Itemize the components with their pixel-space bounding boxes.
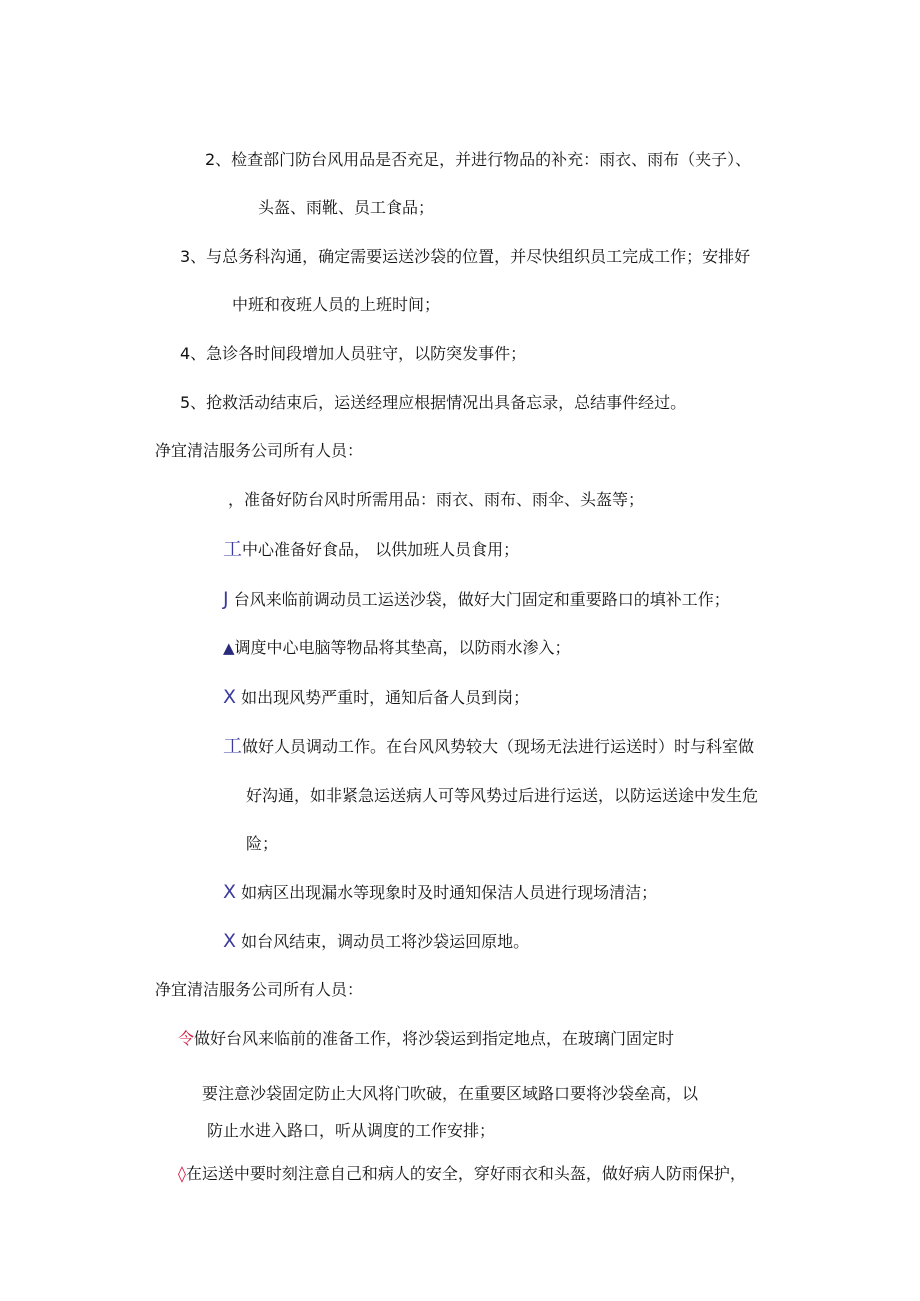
section2-heading: 净宜清洁服务公司所有人员：: [155, 441, 364, 460]
s2-item-7: [223, 881, 657, 904]
s3-item-1-line3: 防止水进入路口，听从调度的工作安排；: [207, 1121, 496, 1140]
item-5: 5、抢救活动结束后，运送经理应根据情况出具备忘录，总结事件经过。: [180, 393, 687, 412]
s2-item-3-marker: J: [223, 588, 229, 610]
s2-item-4: [223, 637, 571, 659]
s2-item-8-text: 如台风结束，调动员工将沙袋运回原地。: [241, 932, 530, 951]
item-3-line2: 中班和夜班人员的上班时间；: [232, 295, 441, 314]
s2-item-3: [223, 588, 730, 611]
s2-item-6-line3: 险；: [246, 834, 279, 853]
s2-item-4-text: 调度中心电脑等物品将其垫高，以防雨水渗入；: [234, 638, 571, 657]
s2-item-3-text: 台风来临前调动员工运送沙袋，做好大门固定和重要路口的填补工作；: [233, 590, 730, 609]
item-2-line1: 2、检查部门防台风用品是否充足，并进行物品的补充：雨衣、雨布（夹子）、: [205, 150, 752, 169]
s2-item-6-text: 做好人员调动工作。在台风风势较大（现场无法进行运送时）时与科室做: [242, 737, 755, 756]
s2-item-1-text: 准备好防台风时所需用品：雨衣、雨布、雨伞、头盔等；: [244, 490, 645, 509]
s2-item-5-marker: X: [223, 686, 237, 708]
s2-item-1-marker: ，: [228, 490, 245, 509]
item-4: 4、急诊各时间段增加人员驻守，以防突发事件；: [180, 344, 527, 363]
s2-item-1: [228, 489, 644, 511]
s2-item-6-line2: 好沟通，如非紧急运送病人可等风势过后进行运送，以防运送途中发生危: [246, 786, 759, 805]
s2-item-7-text: 如病区出现漏水等现象时及时通知保洁人员进行现场清洁；: [241, 883, 658, 902]
section3-heading: 净宜清洁服务公司所有人员：: [155, 980, 364, 999]
item-2-line2: 头盔、雨靴、员工食品；: [258, 198, 435, 217]
diamond-icon: ◊: [178, 1164, 186, 1183]
s2-item-2-text: 中心准备好食品， 以供加班人员食用；: [242, 540, 520, 559]
s3-item-1-line2: 要注意沙袋固定防止大风将门吹破，在重要区域路口要将沙袋垒高，以: [202, 1084, 699, 1103]
s3-item-1-marker: 令: [178, 1029, 195, 1048]
s3-item-2-text: 在运送中要时刻注意自己和病人的安全，穿好雨衣和头盔，做好病人防雨保护，: [185, 1164, 746, 1183]
s2-item-8: [223, 930, 529, 953]
triangle-icon: ▲: [223, 639, 235, 657]
s2-item-2-marker: 工: [223, 538, 243, 560]
s2-item-8-marker: X: [223, 930, 237, 952]
s3-item-2: [178, 1163, 746, 1185]
s3-item-1-text: 做好台风来临前的准备工作，将沙袋运到指定地点，在玻璃门固定时: [194, 1029, 675, 1048]
s2-item-7-marker: X: [223, 881, 237, 903]
item-3-line1: 3、与总务科沟通，确定需要运送沙袋的位置，并尽快组织员工完成工作；安排好: [180, 247, 751, 266]
s2-item-2: [223, 538, 519, 561]
s2-item-5: [223, 686, 529, 709]
s3-item-1-line1: [178, 1028, 674, 1050]
s2-item-6-marker: 工: [223, 735, 243, 757]
s2-item-5-text: 如出现风势严重时，通知后备人员到岗；: [241, 688, 530, 707]
s2-item-6-line1: [223, 735, 754, 758]
